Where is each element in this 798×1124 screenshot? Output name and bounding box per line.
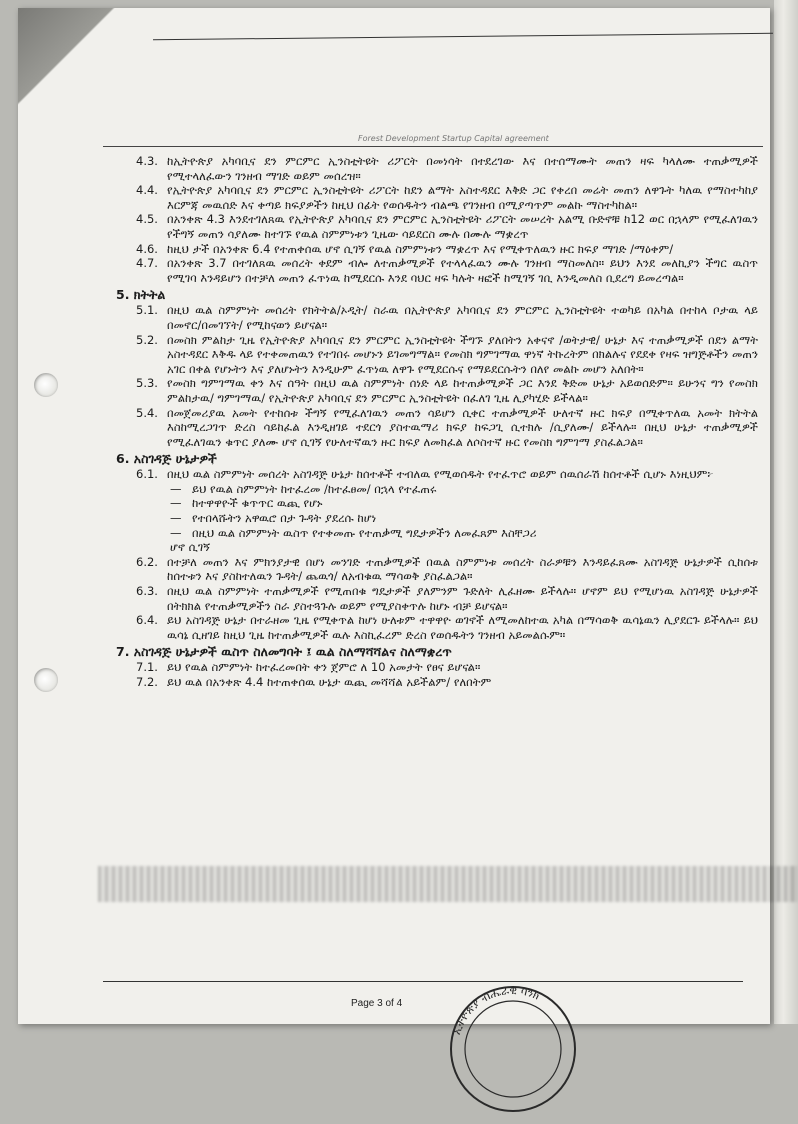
clause-number: 6.2. — [136, 554, 158, 569]
condition-item — [170, 540, 758, 555]
clause-number: 4.6. — [136, 241, 158, 256]
condition-item — [170, 511, 758, 526]
section-3 — [98, 643, 758, 689]
clause-number: 5.3. — [136, 376, 158, 391]
clause-number: 6.4. — [136, 613, 158, 628]
clause-number: 7.2. — [136, 675, 158, 689]
clause-4-3 — [136, 154, 758, 183]
condition-list — [170, 482, 758, 555]
clause-5-1 — [136, 303, 758, 332]
official-stamp — [438, 974, 588, 1124]
clause-number: 5.2. — [136, 332, 158, 347]
header-faint-text: Forest Development Startup Capital agreement — [358, 134, 549, 143]
condition-text: ሆኖ ሲገኝ — [170, 540, 210, 555]
condition-text: የተበላሹትን አዋዉሮ በታ ጉዳት ያደረሱ ከሆነ — [192, 511, 377, 526]
header-rule — [103, 146, 763, 147]
dash-marker: — — [170, 525, 182, 540]
condition-item — [170, 482, 758, 497]
clause-text: ከዚህ ታች በአንቀጽ 6.4 የተጠቀሰዉ ሆኖ ሲገኝ የዉል ስምምነቱን ማቋረጥ እና የሚቀጥለዉን ዙር ክፍያ ማገድ /ማዕቀም/ — [167, 241, 674, 256]
top-rule — [153, 33, 773, 40]
clause-4-7 — [136, 256, 758, 285]
clause-text: ከኢትዮጵያ አካባቢና ደን ምርምር ኢንስቲትዩት ሪፖርት በመነሳት በተደረገው እና በተሰማሙት መጠን ዛፍ ካላለሙ ተጠቃሚዎች የሚተላለፈውን ገንዘብ ማገድ ወይም መሰረዝ። — [167, 154, 758, 183]
clause-number: 5.4. — [136, 405, 158, 420]
scan-smudge — [98, 866, 798, 902]
clause-text: በዚህ ዉል ስምምነት ተጠቃሚዎች የሚጠበቁ ግዴታዎች ያለምንም ጉድለት ሊፈዘሙ ይችላሉ። ሆኖም ይህ የሚሆነዉ አስገዳጅ ሁኔታዎች በትክክል የተጠቃሚዎችን ስራ ያስተጓጉሉ ወይም የሚያስቀጥሉ ከሆኑ ብቻ ይሆናል። — [167, 584, 758, 613]
condition-item — [170, 526, 758, 541]
clause-number: 4.7. — [136, 256, 158, 271]
clause-6-1 — [136, 467, 758, 482]
section-1 — [98, 286, 758, 449]
document-body — [98, 154, 758, 690]
section-title: 6. አስገዳጅ ሁኔታዎች — [116, 451, 217, 467]
condition-text: ከተዋዋዮች ቁጥጥር ዉጪ የሆኑ — [192, 496, 323, 511]
clause-6-3 — [136, 584, 758, 613]
document-page — [18, 8, 770, 1037]
page-number: Page 3 of 4 — [351, 998, 403, 1009]
clause-7-1 — [136, 660, 758, 675]
clause-4-6 — [136, 242, 758, 257]
clause-number: 4.3. — [136, 154, 158, 168]
clause-text: በመጀመሪያዉ አመት የተከሰቱ ችግኝ የሚፈለገዉን መጠን ሳይሆን ሲቀር ተጠቃሚዎች ሁለተኛ ዙር ክፍያ በሚቀጥለዉ አመት ክትትል እስከሚረጋገጥ ድረስ ሳይከፈል እንዲዘገይ ተደርጎ ያስተዉማሪ ክፍያ ከፍጋጊ ሲተክሉ /ሲያለሙ/ ይችላሉ። በዚህ ሁኔታ ተጠቃሚዎች የሚፈለገዉን ቁጥር ያለሙ ሆኖ ሲገኝ የሁለተኛዉን ዙር ክፍያ ለመክፈል ለሶስተኛ ዙር የመስክ ግምገማ ያስፈልጋል። — [167, 405, 758, 449]
clause-5-3 — [136, 376, 758, 405]
clause-number: 6.3. — [136, 584, 158, 599]
clause-text: በተቻለ መጠን እና ምክንያታዊ በሆነ መንገድ ተጠቃሚዎች በዉል ስምምነቱ መሰረት ስራዎቹን እንዳይፈጸሙ አስገዳጅ ሁኔታዎች ሲከሰቱ ከሰተቱን እና ያስከተለዉን ጉዳት/ ጨዉጎ/ ለአብቁዉ ማሳወቅ ያስፈልጋል። — [167, 554, 758, 584]
clause-6-2 — [136, 555, 758, 584]
clause-text: በዚህ ዉል ስምምነት መሰረት አስገዳጅ ሁኔታ ከሰተቶች ተብለዉ የሚወሰዱት የተፈጥሮ ወይም ሰዉሰራሽ ከሰተቶች ሲሆኑ እነዚህም፦ — [167, 467, 714, 482]
clause-number: 4.5. — [136, 212, 158, 227]
clause-5-4 — [136, 406, 758, 450]
punch-hole-top — [34, 373, 58, 397]
clause-text: ይህ የዉል ስምምነት ከተፈረመበት ቀን ጀምሮ ለ 10 አመታት የፀና ይሆናል። — [167, 660, 481, 675]
clause-5-2 — [136, 333, 758, 377]
clause-text: የመስክ ግምገማዉ ቀን እና ሰዓት በዚህ ዉል ስምምነት ሰነድ ላይ ከተጠቃሚዎች ጋር እንደ ቅድመ ሁኔታ አይወሰድም። ይሁንና ግን የመስክ ምልከታዉ/ ግምገማዉ/ የኢትዮጵያ አካባቢና ደን ምርምር ኢንስቲትዩት በፈለገ ጊዜ ሊያካሂድ ይችላል። — [167, 376, 758, 405]
clause-7-2 — [136, 675, 758, 690]
clause-4-4 — [136, 183, 758, 212]
section-0 — [98, 154, 758, 285]
section-title: 7. አስገዳጅ ሁኔታዎች ዉስጥ ስለመግባት ፤ ዉል ስለማሻሻልና ስለማቋረጥ — [116, 644, 452, 660]
clause-text: በመስክ ምልከታ ጊዜ የኢትዮጵያ አካባቢና ደን ምርምር ኢንስቲትዩት ችግኙ ያለበትን አቀናኖ /ወትታዊ/ ሁኔታ እና ተጠቃሚዎች በደን ልማት አስተዳደር እቅዱ ላይ የተቀመጠዉን የተገበሩ መሆኑን ይገመግማል። የመስክ ግምገማዉ ዋነኛ ትኩረትም በክልሉና የደደቀ የዛፍ ዝግጅቶችን መጠን አገር በቀል የሆኑትን እና ያለሆኑትን እንዲሁም ፈጥነዉ ለዋጉ የሚደርሱና የማይደርሱትን በለየ መልኩ መሆን አለበት። — [167, 332, 758, 376]
clause-number: 4.4. — [136, 183, 158, 198]
clause-text: ይህ አስገዳጅ ሁኔታ በተራዘመ ጊዜ የሚቀጥል ከሆነ ሁለቱም ተዋዋዮ ወገኖች ለሚመለከተዉ አካል በማሳወቅ ዉሳኔዉን ሊያደርጉ ይችላሉ። ይህ ዉሳኔ ሲዘገይ ከዚህ ጊዜ ከተጠቃሚዎች ዉሉ እስኪፈረም ድረስ የወሰዱትን ገንዘብ አይመልሱም። — [167, 613, 758, 642]
clause-4-5 — [136, 212, 758, 241]
condition-text: ይህ የዉል ስምምነት ከተፈረመ /ከተፈፀመ/ በኋላ የተፈጠሩ — [192, 481, 437, 496]
clause-text: ይህ ዉል በአንቀጽ 4.4 ከተጠቀሰዉ ሁኔታ ዉጪ መሻሻል አይችልም/ የለበትም — [167, 675, 492, 689]
folded-corner — [18, 8, 168, 128]
footer-rule — [103, 981, 743, 982]
clause-text: በአንቀጽ 3.7 በተገለጸዉ መሰረት ቀደም ብሎ ለተጠቃሚዎች የተላላፈዉን ሙሉ ገንዘብ ማስመለስ። ይህን እንደ መለኪያን ችግር ዉስጥ የሚገባ እንዳይሆን በተቻለ መጠን ፈጥነዉ ከሚደርሱ እንደ ባህር ዛፍ ካሉት ዛፎች ከሚገኝ ገቢ እንዲመለስ ቢደረግ ይመረጣል። — [167, 256, 758, 285]
condition-item — [170, 496, 758, 511]
clause-number: 6.1. — [136, 467, 158, 482]
dash-marker: — — [170, 496, 182, 511]
clause-6-4 — [136, 613, 758, 642]
dash-marker: — — [170, 511, 182, 526]
clause-text: የኢትዮጵያ አካባቢና ደን ምርምር ኢንስቲትዩት ሪፖርት ከደን ልማት አስተዳደር እቅድ ጋር የቀረበ መሬት መጠን ለዋጉት ካለዉ የማስተካከያ እርምጃ መዉሰድ እና ቀጣይ ክፍያዎችን ከዚህ በፊት የወሰዱትን ብልጫ የገንዘብ በሚያጣጥም መልኩ ማስተካከል። — [167, 183, 758, 212]
stamp-text: ኢትዮጵያ ብሔራዊ ባንክ — [450, 984, 542, 1037]
clause-number: 7.1. — [136, 660, 158, 675]
section-title: 5. ክትትል — [116, 287, 166, 303]
condition-text: በዚህ ዉል ስምምነት ዉስጥ የተቀመጡ የተጠቃሚ ግዴታዎችን ለመፈጸም እስቸጋሪ — [192, 525, 537, 540]
punch-hole-bottom — [34, 668, 58, 692]
section-2 — [98, 450, 758, 642]
clause-text: በአንቀጽ 4.3 እንደተገለጸዉ የኢትዮጵያ አካባቢና ደን ምርምር ኢንስቲትዩት ሪፖርት መሠረት አልሚ ቡድኖቹ ከ12 ወር በኋላም የሚፈለገዉን የችግኝ መጠን ሳያለሙ ከተገኙ የዉል ስምምነቱን ጊዜው ሳይደርስ ሙሉ በሙሉ ማቋረጥ — [167, 212, 758, 241]
clause-number: 5.1. — [136, 303, 158, 318]
dash-marker: — — [170, 481, 182, 496]
clause-text: በዚህ ዉል ስምምነት መሰረት የክትትል/ኦዲት/ ስራዉ በኢትዮጵያ አካባቢና ደን ምርምር ኢንስቲትዩት ተወካይ በአካል በተከላ ቦታዉ ላይ በመኖር/በመገኘት/ የሚከናወን ይሆናል። — [167, 303, 758, 332]
next-page-edge — [774, 0, 798, 1024]
